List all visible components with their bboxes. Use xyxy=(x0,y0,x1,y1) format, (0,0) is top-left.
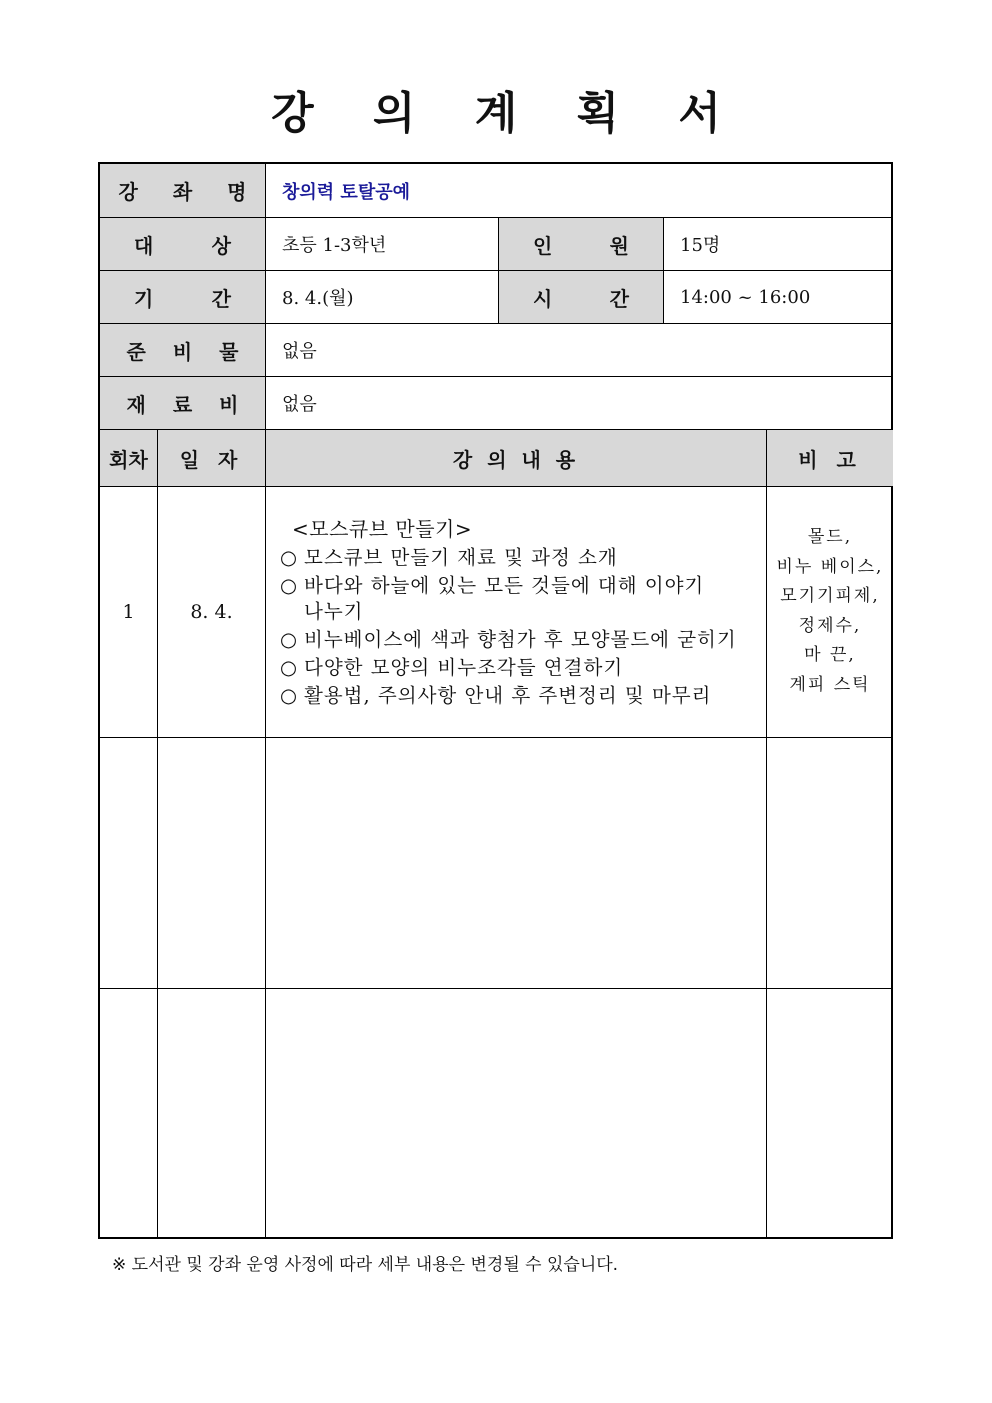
row1-remark-5: 마 끈, xyxy=(804,645,856,665)
fee-label-text: 재 료 비 xyxy=(126,392,249,417)
bullet-marker: ○ xyxy=(280,684,299,707)
course-name-label-text: 강 좌 명 xyxy=(118,180,261,204)
time-label-2: 간 xyxy=(609,286,629,311)
page-title: 강 의 계 획 서 xyxy=(271,88,743,139)
header-remarks: 비 고 xyxy=(767,430,893,487)
people-label xyxy=(499,218,664,271)
fee-label xyxy=(100,377,266,430)
people-value: 15명 xyxy=(664,218,893,271)
fee-value: 없음 xyxy=(266,377,893,430)
row1-bullet-1-text: 모스큐브 만들기 재료 및 과정 소개 xyxy=(304,546,618,569)
prep-value: 없음 xyxy=(266,324,893,377)
row3-round xyxy=(100,989,158,1237)
period-label-1: 기 xyxy=(134,286,154,311)
bullet-marker: ○ xyxy=(280,546,299,569)
footnote: ※ 도서관 및 강좌 운영 사정에 따라 세부 내용은 변경될 수 있습니다. xyxy=(112,1255,619,1275)
prep-label xyxy=(100,324,266,377)
row1-bullet-3 xyxy=(280,626,737,654)
people-label-1: 인 xyxy=(533,233,553,258)
row2-round xyxy=(100,738,158,989)
row1-remarks xyxy=(767,487,893,738)
period-label-2: 간 xyxy=(211,286,231,311)
row1-bullet-5-text: 활용법, 주의사항 안내 후 주변정리 및 마무리 xyxy=(304,684,712,707)
lecture-plan-table xyxy=(98,162,893,1239)
row3-content xyxy=(266,989,767,1237)
row1-bullet-2-cont: 나누기 xyxy=(304,600,364,623)
row1-remark-2: 비누 베이스, xyxy=(776,556,884,577)
row1-remark-3: 모기기피제, xyxy=(780,586,880,606)
row1-bullet-2-text: 바다와 하늘에 있는 모든 것들에 대해 이야기 xyxy=(304,574,705,597)
row1-bullet-5 xyxy=(280,682,711,710)
row1-remark-4: 정제수, xyxy=(798,615,862,636)
course-name-value: 창의력 토탈공예 xyxy=(266,164,893,218)
row1-bullet-1 xyxy=(280,544,618,572)
row1-remark-1: 몰드, xyxy=(807,527,853,547)
row1-bullet-3-text: 비누베이스에 색과 향첨가 후 모양몰드에 굳히기 xyxy=(304,628,737,651)
row1-date: 8. 4. xyxy=(158,487,266,738)
time-value: 14:00 ~ 16:00 xyxy=(664,271,893,324)
row1-bullet-4-text: 다양한 모양의 비누조각들 연결하기 xyxy=(304,656,624,679)
row1-remark-6: 계피 스틱 xyxy=(789,674,871,695)
row1-round: 1 xyxy=(100,487,158,738)
course-name-label xyxy=(100,164,266,218)
row2-content xyxy=(266,738,767,989)
period-label xyxy=(100,271,266,324)
row1-bullet-2 xyxy=(280,572,704,626)
row2-remarks xyxy=(767,738,893,989)
bullet-marker: ○ xyxy=(280,628,299,651)
header-date: 일 자 xyxy=(158,430,266,487)
target-label xyxy=(100,218,266,271)
row3-date xyxy=(158,989,266,1237)
prep-label-text: 준 비 물 xyxy=(126,339,249,364)
people-label-2: 원 xyxy=(609,233,629,258)
period-value: 8. 4.(월) xyxy=(266,271,499,324)
row1-bullet-4 xyxy=(280,654,623,682)
bullet-marker: ○ xyxy=(280,656,299,679)
row2-date xyxy=(158,738,266,989)
row1-subtitle: <모스큐브 만들기> xyxy=(292,517,473,541)
time-label-1: 시 xyxy=(533,286,553,311)
target-value: 초등 1-3학년 xyxy=(266,218,499,271)
row1-content xyxy=(266,487,767,738)
row3-remarks xyxy=(767,989,893,1237)
bullet-marker: ○ xyxy=(280,574,299,597)
target-label-2: 상 xyxy=(211,233,231,258)
header-round: 회차 xyxy=(100,430,158,487)
target-label-1: 대 xyxy=(134,233,154,258)
header-content: 강 의 내 용 xyxy=(266,430,767,487)
time-label xyxy=(499,271,664,324)
